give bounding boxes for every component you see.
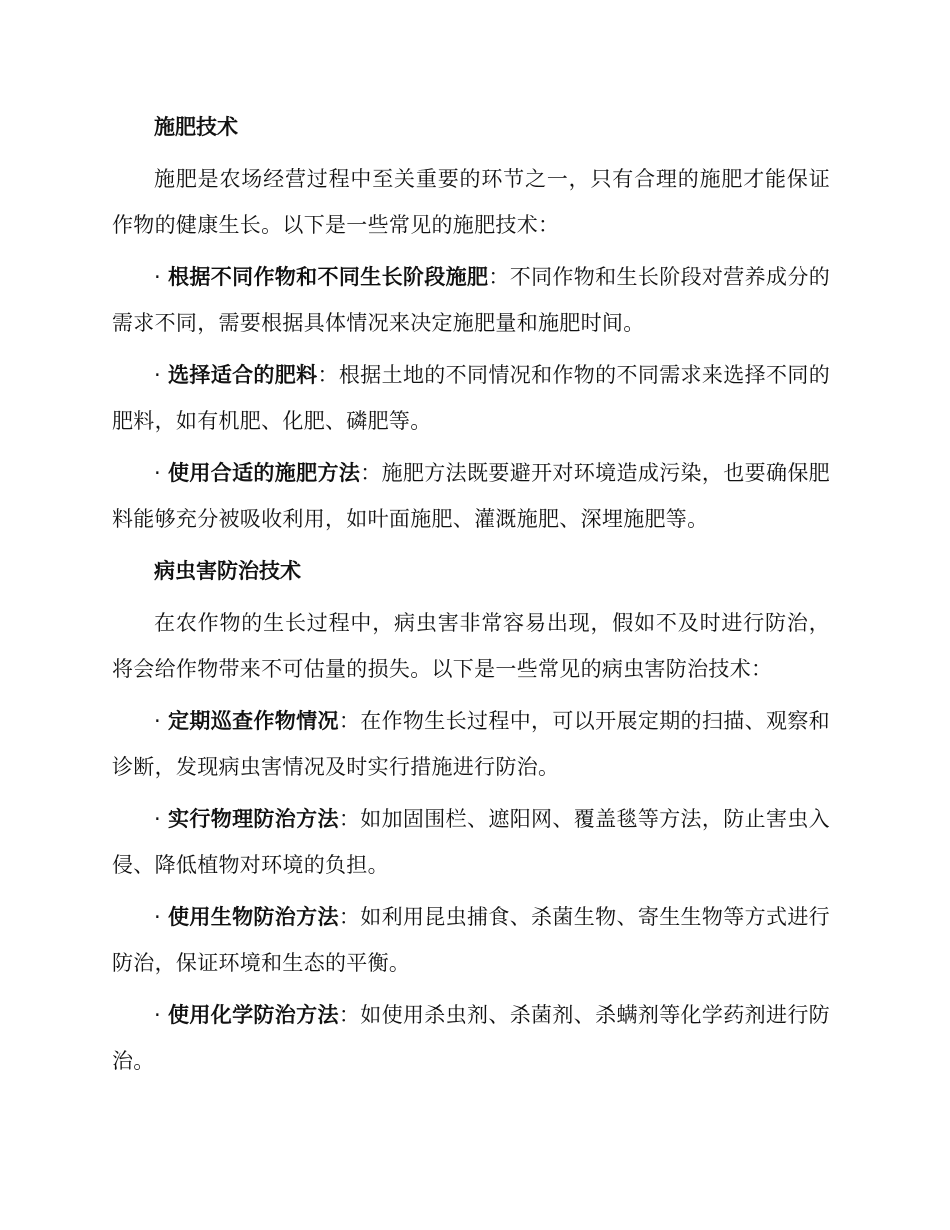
item-text: 根据土地的不同情况和作物的不同需求来选择不同的肥料，如有机肥、化肥、磷肥等。: [112, 363, 830, 433]
item-separator: ：: [338, 807, 361, 831]
item-text: 在作物生长过程中，可以开展定期的扫描、观察和诊断，发现病虫害情况及时实行措施进行防治。: [112, 709, 830, 779]
section-intro-fertilization: 施肥是农场经营过程中至关重要的环节之一，只有合理的施肥才能保证作物的健康生长。以下是一些常见的施肥技术：: [112, 167, 830, 237]
section-heading-pest-control: 病虫害防治技术: [154, 559, 301, 583]
item-text: 如使用杀虫剂、杀菌剂、杀螨剂等化学药剂进行防治。: [112, 1003, 830, 1073]
bullet: ·: [154, 265, 169, 289]
section-heading-fertilization: 施肥技术: [154, 115, 238, 139]
item-term: 实行物理防治方法: [168, 807, 339, 831]
bullet: ·: [154, 709, 169, 733]
item-separator: ：: [488, 265, 510, 289]
item-term: 根据不同作物和不同生长阶段施肥: [168, 265, 489, 289]
bullet: ·: [154, 363, 169, 387]
item-separator: ：: [360, 461, 382, 485]
item-term: 选择适合的肥料: [168, 363, 318, 387]
item-separator: ：: [338, 905, 361, 929]
document-page: [112, 104, 830, 1090]
item-text: 施肥方法既要避开对环境造成污染，也要确保肥料能够充分被吸收利用，如叶面施肥、灌溉施肥、深埋施肥等。: [112, 461, 830, 531]
list-item: [112, 894, 830, 986]
section-intro-pest-control: 在农作物的生长过程中，病虫害非常容易出现，假如不及时进行防治，将会给作物带来不可估量的损失。以下是一些常见的病虫害防治技术：: [112, 611, 830, 681]
bullet: ·: [154, 1003, 169, 1027]
list-item: [112, 450, 830, 542]
item-separator: ：: [317, 363, 339, 387]
item-text: 不同作物和生长阶段对营养成分的需求不同，需要根据具体情况来决定施肥量和施肥时间。: [112, 265, 831, 335]
item-term: 使用生物防治方法: [168, 905, 339, 929]
list-item: [112, 698, 830, 790]
bullet: ·: [154, 905, 169, 929]
item-term: 使用化学防治方法: [168, 1003, 339, 1027]
item-text: 如利用昆虫捕食、杀菌生物、寄生生物等方式进行防治，保证环境和生态的平衡。: [112, 905, 830, 975]
list-item: [112, 796, 830, 888]
item-term: 使用合适的施肥方法: [168, 461, 361, 485]
bullet: ·: [154, 461, 169, 485]
list-item: [112, 352, 830, 444]
bullet: ·: [154, 807, 169, 831]
item-text: 如加固围栏、遮阳网、覆盖毯等方法，防止害虫入侵、降低植物对环境的负担。: [112, 807, 830, 877]
list-item: [112, 992, 830, 1084]
item-separator: ：: [338, 709, 361, 733]
list-item: [112, 254, 830, 346]
item-term: 定期巡查作物情况: [168, 709, 339, 733]
item-separator: ：: [338, 1003, 361, 1027]
